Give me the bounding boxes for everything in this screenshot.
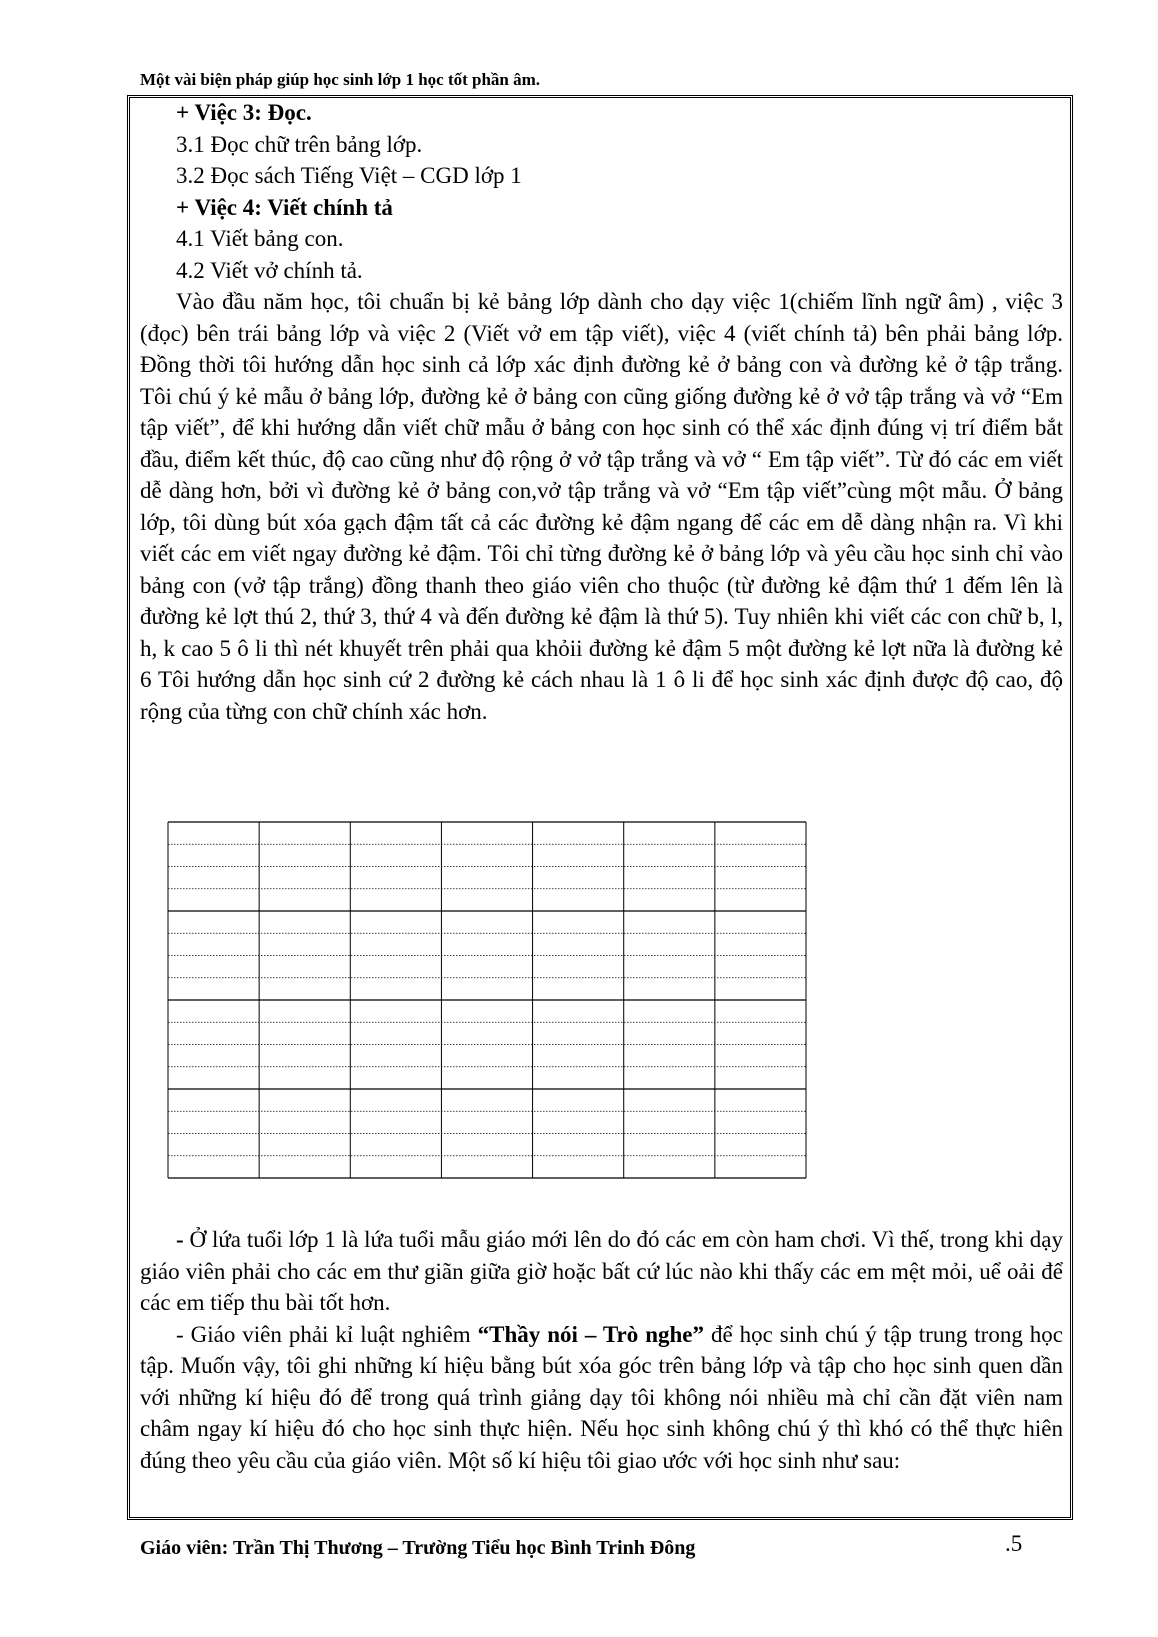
item-4-2: 4.2 Viết vở chính tả. [176, 257, 363, 283]
page-header: Một vài biện pháp giúp học sinh lớp 1 học tốt phần âm. [140, 70, 541, 89]
page-footer: Giáo viên: Trần Thị Thương – Trường Tiểu học Bình Trinh Đông [140, 1537, 696, 1559]
paragraph-discipline-pre: - Giáo viên phải kỉ luật nghiêm [176, 1321, 478, 1347]
dash-marker: - [176, 1227, 184, 1252]
paragraph-age-text: Ở lứa tuổi lớp 1 là lứa tuổi mẫu giáo mới lên do đó các em còn ham chơi. Vì thế, trong khi dạy giáo viên phải cho các em thư giãn giữa giờ hoặc bất cứ lúc nào khi thấy các em mệt mỏi, uể oải để các em tiếp thu bài tốt hơn. [140, 1227, 1063, 1315]
paragraph-ruled-lines: Vào đầu năm học, tôi chuẩn bị kẻ bảng lớp dành cho dạy việc 1(chiếm lĩnh ngữ âm) , việc 3 (đọc) bên trái bảng lớp và việc 2 (Viết vở em tập viết), việc 4 (viết chính tả) bên phải bảng lớp. Đồng thời tôi hướng dẫn học sinh cả lớp xác định đường kẻ ở bảng con và đường kẻ ở tập trắng. Tôi chú ý kẻ mẫu ở bảng lớp, đường kẻ ở bảng con cũng giống đường kẻ ở vở tập trắng và vở “Em tập viết”, để khi hướng dẫn viết chữ mẫu ở bảng con học sinh có thể xác định đúng vị trí điểm bắt đầu, điểm kết thúc, độ cao cũng như độ rộng ở vở tập trắng và vở “ Em tập viết”. Từ đó các em viết dễ dàng hơn, bởi vì đường kẻ ở bảng con,vở tập trắng và vở “Em tập viết”cùng một mẫu. Ở bảng lớp, tôi dùng bút xóa gạch đậm tất cả các đường kẻ đậm ngang để các em dễ dàng nhận ra. Vì khi viết các em viết ngay đường kẻ đậm. Tôi chỉ từng đường kẻ ở bảng lớp và yêu cầu học sinh chỉ vào bảng con (vở tập trắng) đồng thanh theo giáo viên cho thuộc (từ đường kẻ đậm thứ 1 đếm lên là đường kẻ lợt thú 2, thứ 3, thứ 4 và đến đường kẻ đậm là thứ 5). Tuy nhiên khi viết các con chữ b, l, h, k cao 5 ô li thì nét khuyết trên phải qua khỏii đường kẻ đậm 5 một đường kẻ lợt nữa là đường kẻ 6 Tôi hướng dẫn học sinh cứ 2 đường kẻ cách nhau là 1 ô li để học sinh xác định được độ cao, độ rộng của từng con chữ chính xác hơn. [140, 289, 1063, 724]
paragraph-discipline-post: để học sinh chú ý tập trung trong học tập. Muốn vậy, tôi ghi những kí hiệu bằng bút xóa góc trên bảng lớp và tập cho học sinh quen dần với những kí hiệu đó để trong quá trình giảng dạy tôi không nói nhiều mà chỉ cần đặt viên nam châm ngay kí hiệu đó cho học sinh thực hiện. Nếu học sinh không chú ý thì khó có thể thực hiên đúng theo yêu cầu của giáo viên. Một số kí hiệu tôi giao ước với học sinh như sau: [140, 1321, 1064, 1473]
item-3-2: 3.2 Đọc sách Tiếng Việt – CGD lớp 1 [176, 163, 522, 188]
heading-viec-4: + Việc 4: Viết chính tả [176, 194, 393, 220]
main-content [140, 97, 1063, 727]
ruled-grid [167, 821, 807, 1179]
heading-viec-3: + Việc 3: Đọc. [176, 100, 312, 125]
item-3-1: 3.1 Đọc chữ trên bảng lớp. [176, 131, 423, 157]
page-number: .5 [1005, 1531, 1023, 1556]
item-4-1: 4.1 Viết bảng con. [176, 226, 344, 251]
lower-content [140, 1224, 1063, 1476]
paragraph-age [140, 1224, 1063, 1319]
paragraph-discipline [140, 1319, 1063, 1477]
ruled-grid-figure [167, 821, 807, 1184]
slogan-text: “Thầy nói – Trò nghe” [477, 1321, 705, 1347]
